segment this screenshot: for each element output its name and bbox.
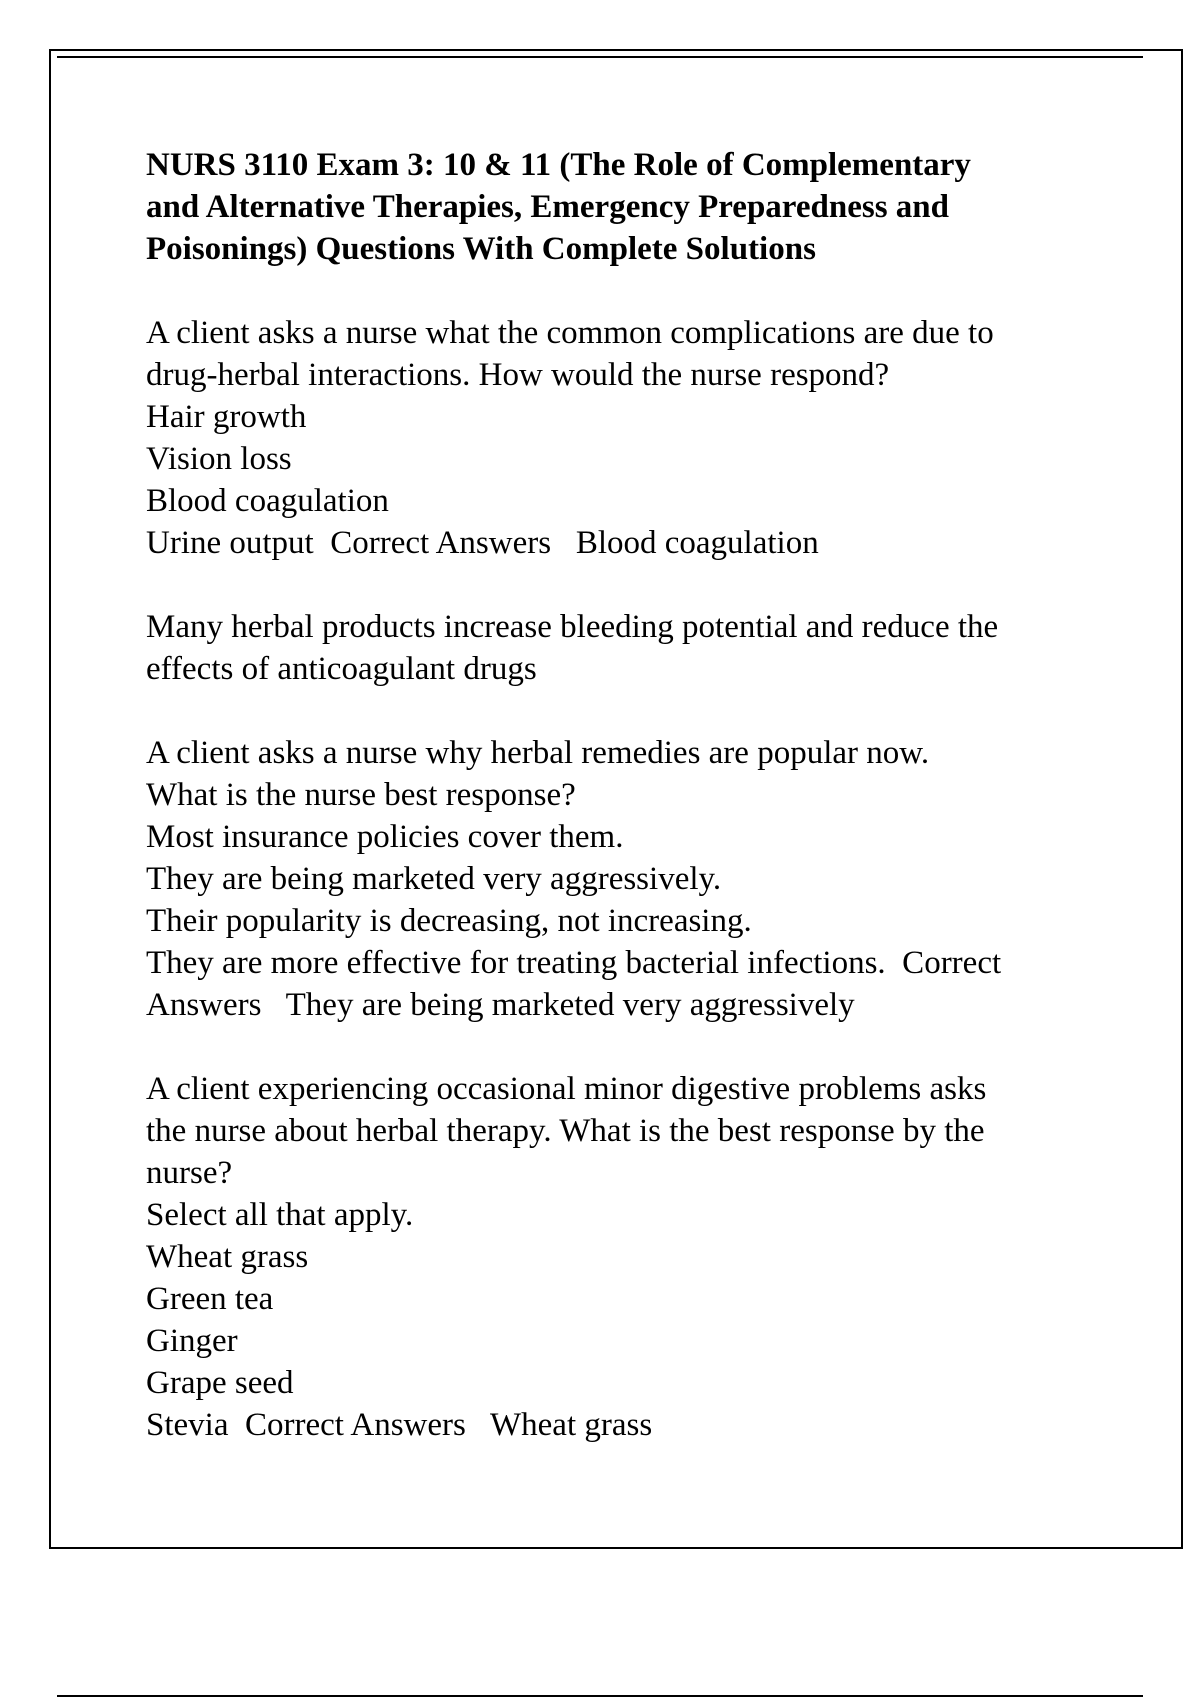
- answer-option: Blood coagulation: [146, 483, 389, 519]
- question-text: A client asks a nurse what the common complications are due to: [146, 315, 994, 351]
- bottom-rule-divider: [57, 1695, 1143, 1697]
- answer-option: Their popularity is decreasing, not increasing.: [146, 903, 752, 939]
- question-block-1: [146, 312, 1146, 564]
- answer-option-with-correct-answer: Urine output Correct Answers Blood coagulation: [146, 525, 819, 561]
- answer-option: Wheat grass: [146, 1239, 309, 1275]
- answer-option: Green tea: [146, 1281, 274, 1317]
- top-rule-divider: [57, 56, 1143, 58]
- rationale-block: [146, 606, 1146, 690]
- answer-option: Grape seed: [146, 1365, 294, 1401]
- title-line: and Alternative Therapies, Emergency Preparedness and: [146, 189, 949, 225]
- answer-option-with-correct-answer: They are more effective for treating bacterial infections. Correct: [146, 945, 1002, 981]
- answer-option: Ginger: [146, 1323, 238, 1359]
- question-text: drug-herbal interactions. How would the nurse respond?: [146, 357, 890, 393]
- question-block-2: [146, 732, 1146, 1026]
- answer-option: They are being marketed very aggressively.: [146, 861, 722, 897]
- rationale-text: effects of anticoagulant drugs: [146, 651, 537, 687]
- rationale-text: Many herbal products increase bleeding potential and reduce the: [146, 609, 999, 645]
- title-line: NURS 3110 Exam 3: 10 & 11 (The Role of Complementary: [146, 147, 971, 183]
- answer-option: Hair growth: [146, 399, 307, 435]
- question-block-3: [146, 1068, 1146, 1446]
- question-text: What is the nurse best response?: [146, 777, 576, 813]
- question-instruction: Select all that apply.: [146, 1197, 414, 1233]
- answer-option: Most insurance policies cover them.: [146, 819, 624, 855]
- question-text: A client experiencing occasional minor digestive problems asks: [146, 1071, 987, 1107]
- question-text: nurse?: [146, 1155, 233, 1191]
- document-body: [146, 144, 1146, 1446]
- question-text: the nurse about herbal therapy. What is the best response by the: [146, 1113, 985, 1149]
- correct-answer-text: Answers They are being marketed very aggressively: [146, 987, 855, 1023]
- answer-option: Vision loss: [146, 441, 292, 477]
- title-line: Poisonings) Questions With Complete Solutions: [146, 231, 816, 267]
- document-title: [146, 144, 1146, 270]
- answer-option-with-correct-answer: Stevia Correct Answers Wheat grass: [146, 1407, 653, 1443]
- question-text: A client asks a nurse why herbal remedies are popular now.: [146, 735, 930, 771]
